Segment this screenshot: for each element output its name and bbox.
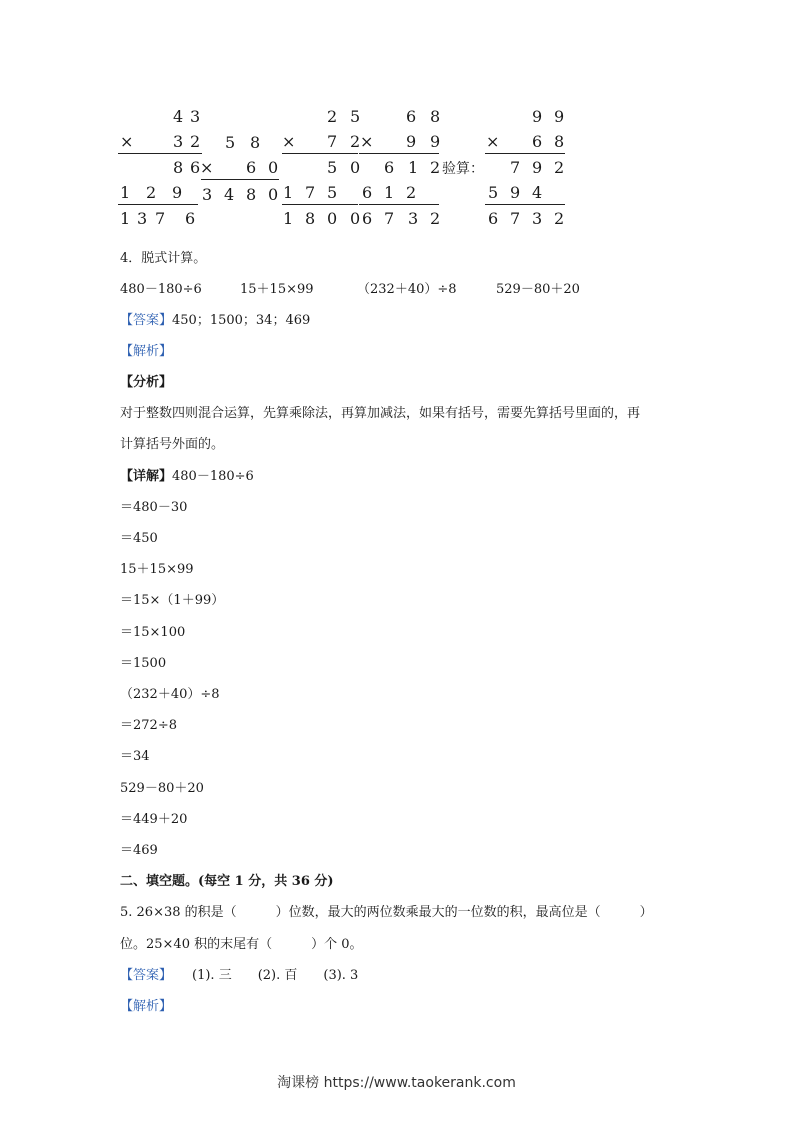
calc-line bbox=[485, 204, 565, 205]
step-line: ＝450 bbox=[120, 531, 158, 546]
question-title: 4．脱式计算。 bbox=[120, 251, 207, 266]
expression: 15＋15×99 bbox=[240, 282, 314, 297]
digit: 5 bbox=[327, 183, 338, 202]
digit: 6 bbox=[384, 158, 395, 177]
digit: 0 bbox=[350, 158, 361, 177]
digit: 9 bbox=[554, 107, 565, 126]
digit: 9 bbox=[532, 158, 543, 177]
digit: 3 bbox=[173, 132, 184, 151]
digit: 2 bbox=[146, 183, 157, 202]
expression: 529－80＋20 bbox=[496, 282, 580, 297]
digit: 4 bbox=[532, 183, 543, 202]
digit: 2 bbox=[554, 209, 565, 228]
digit: 8 bbox=[554, 132, 565, 151]
calc-line bbox=[359, 153, 439, 154]
digit: 6 bbox=[185, 209, 196, 228]
digit: 7 bbox=[327, 132, 338, 151]
digit: 9 bbox=[406, 132, 417, 151]
section-title: 二、填空题。(每空 1 分，共 36 分) bbox=[120, 874, 334, 889]
step-line: ＝449＋20 bbox=[120, 812, 188, 827]
step-line: ＝1500 bbox=[120, 656, 167, 671]
digit: 2 bbox=[327, 107, 338, 126]
digit: 8 bbox=[430, 107, 441, 126]
calc-line bbox=[118, 153, 202, 154]
step-line: ＝272÷8 bbox=[120, 718, 177, 733]
digit: 3 bbox=[137, 209, 148, 228]
expression: （232＋40）÷8 bbox=[357, 282, 457, 297]
times-sign: × bbox=[120, 132, 134, 151]
times-sign: × bbox=[282, 132, 296, 151]
times-sign: × bbox=[200, 158, 214, 177]
digit: 6 bbox=[532, 132, 543, 151]
digit: 7 bbox=[155, 209, 166, 228]
digit: 5 bbox=[225, 133, 236, 152]
times-sign: × bbox=[360, 132, 374, 151]
question-text: 5. 26×38 的积是（ ）位数，最大的两位数乘最大的一位数的积，最高位是（ ） bbox=[120, 905, 653, 920]
step-line: ＝34 bbox=[120, 749, 150, 764]
digit: 2 bbox=[554, 158, 565, 177]
calc-line bbox=[282, 153, 358, 154]
fenxi-tag: 【分析】 bbox=[120, 375, 173, 390]
digit: 1 bbox=[120, 209, 131, 228]
detail-tag: 【详解】 bbox=[120, 469, 173, 484]
digit: 6 bbox=[246, 158, 257, 177]
step-line: 15＋15×99 bbox=[120, 562, 194, 577]
digit: 9 bbox=[430, 132, 441, 151]
digit: 8 bbox=[173, 158, 184, 177]
calc-line bbox=[118, 204, 198, 205]
digit: 3 bbox=[532, 209, 543, 228]
step-line: ＝480－30 bbox=[120, 500, 188, 515]
step-line: ＝15×100 bbox=[120, 625, 186, 640]
digit: 4 bbox=[224, 185, 235, 204]
digit: 3 bbox=[202, 185, 213, 204]
digit: 5 bbox=[327, 158, 338, 177]
digit: 3 bbox=[408, 209, 419, 228]
digit: 5 bbox=[488, 183, 499, 202]
analysis-tag: 【解析】 bbox=[120, 999, 173, 1014]
calc-line bbox=[282, 204, 358, 205]
calc-line bbox=[201, 179, 279, 180]
times-sign: × bbox=[486, 132, 500, 151]
digit: 7 bbox=[305, 183, 316, 202]
step-line: （232＋40）÷8 bbox=[120, 687, 220, 702]
digit: 1 bbox=[120, 183, 131, 202]
digit: 8 bbox=[250, 133, 261, 152]
digit: 6 bbox=[406, 107, 417, 126]
digit: 6 bbox=[488, 209, 499, 228]
analysis-tag: 【解析】 bbox=[120, 344, 173, 359]
question-text: 位。25×40 积的末尾有（ ）个 0。 bbox=[120, 937, 363, 952]
digit: 8 bbox=[246, 185, 257, 204]
digit: 9 bbox=[510, 183, 521, 202]
digit: 2 bbox=[430, 158, 441, 177]
digit: 9 bbox=[172, 183, 183, 202]
digit: 6 bbox=[362, 209, 373, 228]
digit: 6 bbox=[362, 183, 373, 202]
answer-tag: 【答案】 bbox=[120, 313, 173, 328]
step-line: ＝469 bbox=[120, 843, 158, 858]
analysis-text: 计算括号外面的。 bbox=[120, 437, 225, 452]
check-label: 验算： bbox=[442, 161, 484, 177]
digit: 9 bbox=[532, 107, 543, 126]
digit: 2 bbox=[350, 132, 361, 151]
digit: 2 bbox=[430, 209, 441, 228]
digit: 0 bbox=[327, 209, 338, 228]
digit: 1 bbox=[408, 158, 419, 177]
answer-text: 450；1500；34；469 bbox=[172, 313, 311, 328]
calc-line bbox=[359, 204, 439, 205]
answer-text: (1). 三 (2). 百 (3). 3 bbox=[192, 968, 359, 983]
digit: 3 bbox=[190, 107, 201, 126]
digit: 0 bbox=[350, 209, 361, 228]
digit: 7 bbox=[510, 209, 521, 228]
calc-line bbox=[485, 153, 565, 154]
expression: 480－180÷6 bbox=[120, 282, 202, 297]
digit: 2 bbox=[406, 183, 417, 202]
digit: 0 bbox=[268, 185, 279, 204]
step-line: ＝15×（1＋99） bbox=[120, 593, 225, 608]
digit: 2 bbox=[190, 132, 201, 151]
footer-watermark: 淘课榜 https://www.taokerank.com bbox=[277, 1075, 516, 1091]
digit: 6 bbox=[190, 158, 201, 177]
digit: 0 bbox=[268, 158, 279, 177]
digit: 7 bbox=[510, 158, 521, 177]
digit: 1 bbox=[283, 183, 294, 202]
digit: 8 bbox=[305, 209, 316, 228]
step-line: 480－180÷6 bbox=[172, 469, 254, 484]
digit: 5 bbox=[350, 107, 361, 126]
step-line: 529－80＋20 bbox=[120, 781, 204, 796]
digit: 7 bbox=[384, 209, 395, 228]
answer-tag: 【答案】 bbox=[120, 968, 173, 983]
digit: 1 bbox=[384, 183, 395, 202]
digit: 4 bbox=[173, 107, 184, 126]
analysis-text: 对于整数四则混合运算，先算乘除法，再算加减法，如果有括号，需要先算括号里面的，再 bbox=[120, 406, 641, 421]
digit: 1 bbox=[283, 209, 294, 228]
